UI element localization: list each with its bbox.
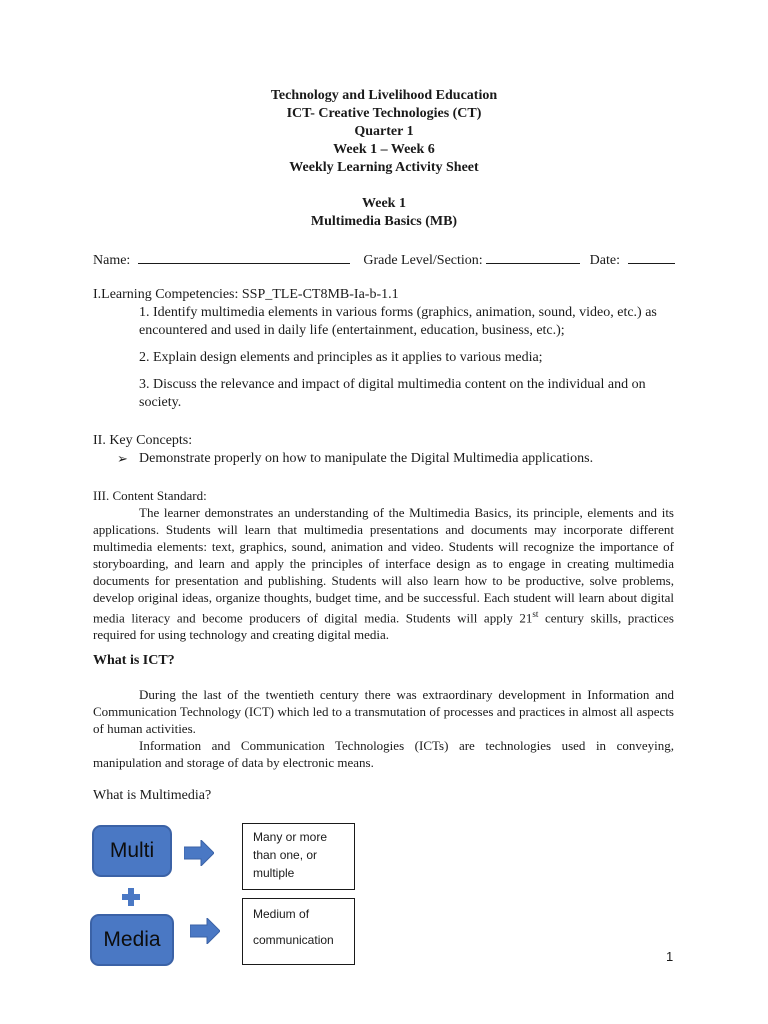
week-range: Week 1 – Week 6 (333, 142, 435, 157)
key-concepts-title: II. Key Concepts: (93, 433, 193, 448)
competency-item: 1. Identify multimedia elements in various forms (graphics, animation, sound, video, etc.) as encountered and used in daily life (entertainment, education, business, etc.); (139, 305, 657, 338)
course-title: ICT- Creative Technologies (CT) (286, 106, 482, 121)
ict-heading: What is ICT? (93, 653, 175, 668)
grade-label: Grade Level/Section: (363, 253, 483, 268)
quarter-label: Quarter 1 (354, 124, 414, 139)
key-concept-item: Demonstrate properly on how to manipulate the Digital Multimedia applications. (139, 451, 594, 466)
name-field[interactable] (138, 250, 350, 264)
competency-item: 2. Explain design elements and principles as it applies to various media; (139, 350, 543, 365)
subject-title: Technology and Livelihood Education (270, 88, 498, 103)
sheet-title: Weekly Learning Activity Sheet (289, 160, 479, 175)
multimedia-heading: What is Multimedia? (93, 788, 212, 803)
right-arrow-icon (184, 840, 214, 866)
content-standard-title: III. Content Standard: (93, 488, 207, 503)
document-header (0, 87, 768, 231)
ict-body (93, 686, 674, 771)
media-box: Media (90, 914, 174, 966)
week-label: Week 1 (362, 196, 406, 211)
grade-section-field[interactable] (486, 250, 580, 264)
date-label: Date: (589, 253, 620, 268)
name-label: Name: (93, 253, 131, 268)
ict-paragraph: Information and Communication Technologies (ICTs) are technologies used in conveying, manipulation and storage of data by electronic means. (93, 738, 674, 770)
page-number: 1 (666, 949, 674, 964)
competencies-title: I.Learning Competencies: SSP_TLE-CT8MB-Ia-b-1.1 (93, 287, 399, 302)
media-definition-box: Medium of communication (242, 898, 355, 965)
content-standard-body: The learner demonstrates an understanding of the Multimedia Basics, its principle, elements and its applications. Students will learn that multimedia presentations and documents may incorporate different multimedia elements: text, graphics, sound, animation and video. Students will recognize the importance of storyboarding, and learn and apply the principles of interface design as to engage in creating multimedia documents for presentation and publishing. Students will also learn how to be productive, solve problems, develop original ideas, organize thoughts, budget time, and be successful. Each student will learn about digital media literacy and become producers of digital media. Students will apply 21st century skills, practices required for using technology and creating digital media. (93, 505, 674, 643)
ict-section (93, 652, 678, 670)
topic-title: Multimedia Basics (MB) (310, 214, 458, 229)
arrow-bullet-icon: ➢ (117, 451, 128, 466)
key-concepts (93, 432, 678, 468)
competency-item: 3. Discuss the relevance and impact of digital multimedia content on the individual and on society. (139, 377, 646, 410)
content-standard (93, 487, 674, 643)
learning-competencies (93, 286, 678, 412)
multimedia-heading-block (93, 787, 678, 805)
student-info-line (93, 250, 678, 269)
ict-paragraph: During the last of the twentieth century there was extraordinary development in Information and Communication Technology (ICT) which led to a transmutation of processes and practices in almost all aspects of human activities. (93, 687, 674, 736)
right-arrow-icon (190, 918, 220, 944)
multi-box: Multi (92, 825, 172, 877)
plus-icon (122, 888, 140, 906)
multi-definition-box: Many or more than one, or multiple (242, 823, 355, 890)
date-field[interactable] (628, 250, 675, 264)
